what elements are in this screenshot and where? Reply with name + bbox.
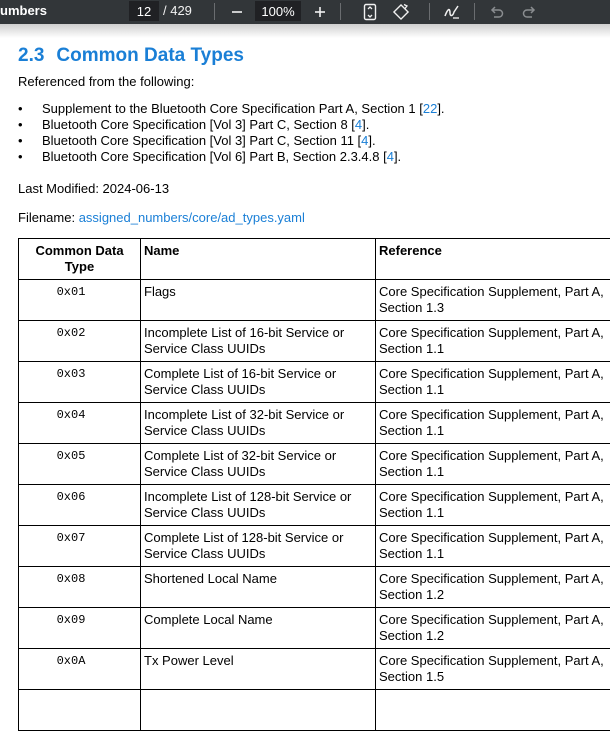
document-title: umbers	[0, 3, 47, 18]
redo-button[interactable]	[519, 2, 539, 22]
cell-type-code: 0x09	[19, 608, 141, 649]
table-row	[19, 608, 610, 649]
table-row	[19, 526, 610, 567]
column-header-name: Name	[141, 239, 376, 280]
list-item-text: Bluetooth Core Specification [Vol 3] Part C, Section 11 [	[42, 133, 361, 148]
table-row	[19, 567, 610, 608]
toolbar-divider	[429, 3, 430, 20]
reference-list	[18, 101, 445, 165]
cell-reference: Core Specification Supplement, Part A, Section 1.5	[376, 649, 610, 690]
filename-label: Filename:	[18, 210, 75, 225]
cell-type-code: 0x01	[19, 280, 141, 321]
table-row	[19, 362, 610, 403]
list-item-end: ].	[362, 117, 369, 132]
cell-type-code: 0x0A	[19, 649, 141, 690]
plus-icon	[310, 2, 330, 22]
cell-name: Complete List of 128-bit Service or Service Class UUIDs	[141, 526, 376, 567]
table-row	[19, 280, 610, 321]
cell-type-code: 0x02	[19, 321, 141, 362]
filename-link[interactable]: assigned_numbers/core/ad_types.yaml	[79, 210, 305, 225]
cell-type-code: 0x08	[19, 567, 141, 608]
cell-reference	[376, 690, 610, 731]
undo-icon	[487, 2, 507, 22]
table-header-row	[19, 239, 610, 280]
bullet-icon: •	[18, 101, 23, 117]
cell-name: Incomplete List of 32-bit Service or Service Class UUIDs	[141, 403, 376, 444]
table-row	[19, 649, 610, 690]
table-row	[19, 403, 610, 444]
annotate-pen-icon	[442, 2, 462, 22]
cell-name: Tx Power Level	[141, 649, 376, 690]
toolbar-divider	[474, 3, 475, 20]
filename-line	[18, 210, 305, 225]
citation-link[interactable]: 4	[361, 133, 368, 148]
toolbar-shadow	[0, 24, 610, 38]
cell-type-code: 0x06	[19, 485, 141, 526]
section-heading	[18, 45, 244, 67]
cell-reference: Core Specification Supplement, Part A, Section 1.1	[376, 362, 610, 403]
cell-reference: Core Specification Supplement, Part A, Section 1.1	[376, 444, 610, 485]
toolbar-divider	[340, 3, 341, 20]
cell-type-code: 0x05	[19, 444, 141, 485]
list-item	[18, 133, 445, 149]
citation-link[interactable]: 22	[423, 101, 437, 116]
minus-icon	[227, 2, 247, 22]
page-total: / 429	[163, 3, 192, 18]
cell-reference: Core Specification Supplement, Part A, Section 1.1	[376, 403, 610, 444]
list-item-end: ].	[368, 133, 375, 148]
cell-type-code: 0x04	[19, 403, 141, 444]
undo-button[interactable]	[487, 2, 507, 22]
zoom-in-button[interactable]	[310, 2, 330, 22]
list-item-text: Supplement to the Bluetooth Core Specification Part A, Section 1 [	[42, 101, 423, 116]
list-item-end: ].	[437, 101, 444, 116]
table-row	[19, 444, 610, 485]
pdf-toolbar	[0, 0, 610, 24]
cell-name: Incomplete List of 128-bit Service or Service Class UUIDs	[141, 485, 376, 526]
cell-reference: Core Specification Supplement, Part A, Section 1.1	[376, 321, 610, 362]
table-row	[19, 321, 610, 362]
cell-type-code	[19, 690, 141, 731]
page-number-input[interactable]	[129, 1, 159, 21]
cell-reference: Core Specification Supplement, Part A, Section 1.2	[376, 567, 610, 608]
redo-icon	[519, 2, 539, 22]
list-item-text: Bluetooth Core Specification [Vol 3] Part C, Section 8 [	[42, 117, 355, 132]
bullet-icon: •	[18, 117, 23, 133]
list-item	[18, 101, 445, 117]
fit-to-page-button[interactable]	[360, 2, 380, 22]
annotate-button[interactable]	[442, 2, 462, 22]
toolbar-divider	[214, 3, 215, 20]
list-item	[18, 149, 445, 165]
cell-name: Incomplete List of 16-bit Service or Service Class UUIDs	[141, 321, 376, 362]
referenced-intro: Referenced from the following:	[18, 74, 194, 89]
table-row	[19, 485, 610, 526]
cell-reference: Core Specification Supplement, Part A, Section 1.1	[376, 526, 610, 567]
citation-link[interactable]: 4	[355, 117, 362, 132]
cell-name: Complete Local Name	[141, 608, 376, 649]
list-item	[18, 117, 445, 133]
zoom-level-input[interactable]	[255, 1, 301, 21]
column-header-reference: Reference	[376, 239, 610, 280]
cell-reference: Core Specification Supplement, Part A, Section 1.3	[376, 280, 610, 321]
citation-link[interactable]: 4	[387, 149, 394, 164]
column-header-type: Common Data Type	[19, 239, 141, 280]
rotate-icon	[391, 2, 411, 22]
cell-name: Complete List of 16-bit Service or Service Class UUIDs	[141, 362, 376, 403]
bullet-icon: •	[18, 133, 23, 149]
cell-name: Shortened Local Name	[141, 567, 376, 608]
cell-name	[141, 690, 376, 731]
section-number: 2.3	[18, 45, 44, 66]
list-item-text: Bluetooth Core Specification [Vol 6] Part B, Section 2.3.4.8 [	[42, 149, 387, 164]
cell-type-code: 0x03	[19, 362, 141, 403]
fit-page-icon	[360, 2, 380, 22]
section-title: Common Data Types	[56, 45, 244, 66]
cell-type-code: 0x07	[19, 526, 141, 567]
last-modified: Last Modified: 2024-06-13	[18, 181, 169, 196]
common-data-types-table	[18, 238, 610, 731]
list-item-end: ].	[394, 149, 401, 164]
cell-reference: Core Specification Supplement, Part A, Section 1.1	[376, 485, 610, 526]
rotate-button[interactable]	[391, 2, 411, 22]
cell-name: Flags	[141, 280, 376, 321]
cell-name: Complete List of 32-bit Service or Service Class UUIDs	[141, 444, 376, 485]
cell-reference: Core Specification Supplement, Part A, Section 1.2	[376, 608, 610, 649]
bullet-icon: •	[18, 149, 23, 165]
zoom-out-button[interactable]	[227, 2, 247, 22]
table-row	[19, 690, 610, 731]
